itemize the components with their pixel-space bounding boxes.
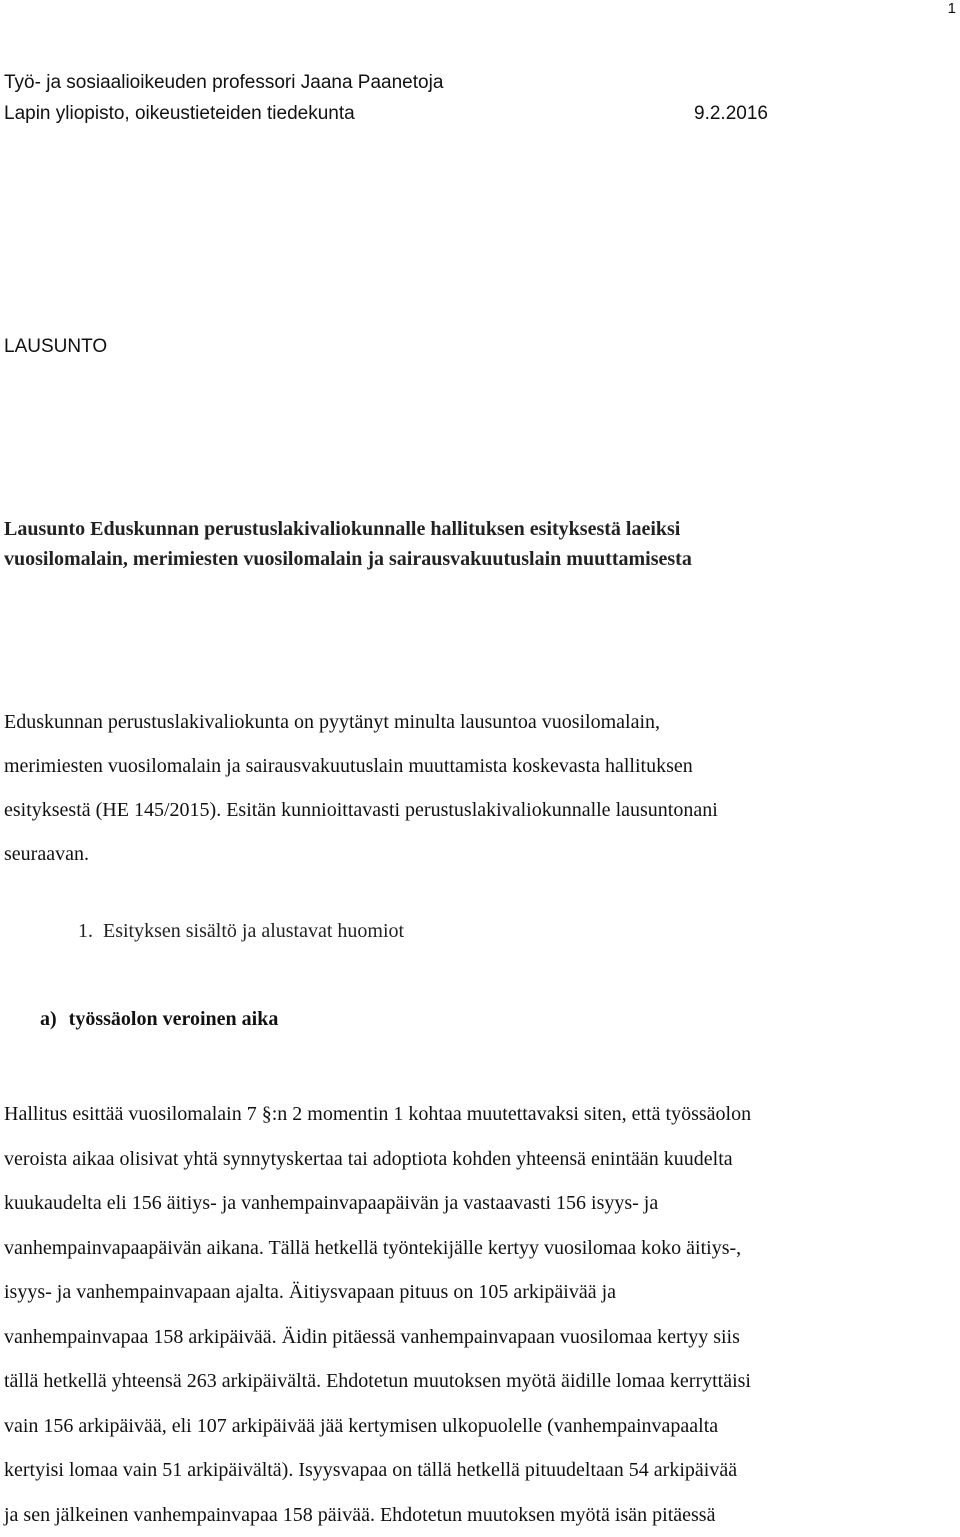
body-line: tällä hetkellä yhteensä 263 arkipäivältä. Ehdotetun muutoksen myötä äidille lomaa kerryttäisi xyxy=(4,1359,954,1404)
subject-heading xyxy=(4,514,692,574)
body-line: vanhempainvapaa 158 arkipäivää. Äidin pitäessä vanhempainvapaan vuosilomaa kertyy siis xyxy=(4,1315,954,1360)
section-number: 1. xyxy=(78,920,93,942)
subsection-heading xyxy=(40,1008,278,1031)
body-line: kertyisi lomaa vain 51 arkipäivältä). Isyysvapaa on tällä hetkellä pituudeltaan 54 arkipäivää xyxy=(4,1448,954,1493)
author-line: Työ- ja sosiaalioikeuden professori Jaana Paanetoja xyxy=(4,72,443,94)
intro-line: merimiesten vuosilomalain ja sairausvakuutuslain muuttamista koskevasta hallituksen xyxy=(4,744,944,788)
subject-line: vuosilomalain, merimiesten vuosilomalain ja sairausvakuutuslain muuttamisesta xyxy=(4,544,692,574)
document-date: 9.2.2016 xyxy=(694,103,768,125)
intro-line: Eduskunnan perustuslakivaliokunta on pyytänyt minulta lausuntoa vuosilomalain, xyxy=(4,700,944,744)
body-line: vain 156 arkipäivää, eli 107 arkipäivää jää kertymisen ulkopuolelle (vanhempainvapaalta xyxy=(4,1404,954,1449)
section-heading xyxy=(78,920,404,943)
affiliation: Lapin yliopisto, oikeustieteiden tiedekunta xyxy=(4,103,355,124)
body-line: kuukaudelta eli 156 äitiys- ja vanhempainvapaapäivän ja vastaavasti 156 isyys- ja xyxy=(4,1181,954,1226)
section-title: Esityksen sisältö ja alustavat huomiot xyxy=(103,920,404,942)
body-line: vanhempainvapaapäivän aikana. Tällä hetkellä työntekijälle kertyy vuosilomaa koko äitiys-, xyxy=(4,1226,954,1271)
body-line: veroista aikaa olisivat yhtä synnytyskertaa tai adoptiota kohden yhteensä enintään kuudelta xyxy=(4,1137,954,1182)
document-title: LAUSUNTO xyxy=(4,336,107,358)
body-paragraph xyxy=(4,1092,954,1537)
subsection-label: a) xyxy=(40,1008,57,1030)
body-line: ja sen jälkeinen vanhempainvapaa 158 päivää. Ehdotetun muutoksen myötä isän pitäessä xyxy=(4,1493,954,1537)
intro-line: esityksestä (HE 145/2015). Esitän kunnioittavasti perustuslakivaliokunnalle lausuntonani xyxy=(4,788,944,832)
subject-line: Lausunto Eduskunnan perustuslakivaliokunnalle hallituksen esityksestä laeiksi xyxy=(4,514,692,544)
body-line: Hallitus esittää vuosilomalain 7 §:n 2 momentin 1 kohtaa muutettavaksi siten, että työssäolon xyxy=(4,1092,954,1137)
page-number: 1 xyxy=(948,0,956,17)
affiliation-line xyxy=(4,103,355,125)
intro-line: seuraavan. xyxy=(4,832,944,876)
body-line: isyys- ja vanhempainvapaan ajalta. Äitiysvapaan pituus on 105 arkipäivää ja xyxy=(4,1270,954,1315)
intro-paragraph xyxy=(4,700,944,876)
subsection-title: työssäolon veroinen aika xyxy=(69,1008,279,1030)
